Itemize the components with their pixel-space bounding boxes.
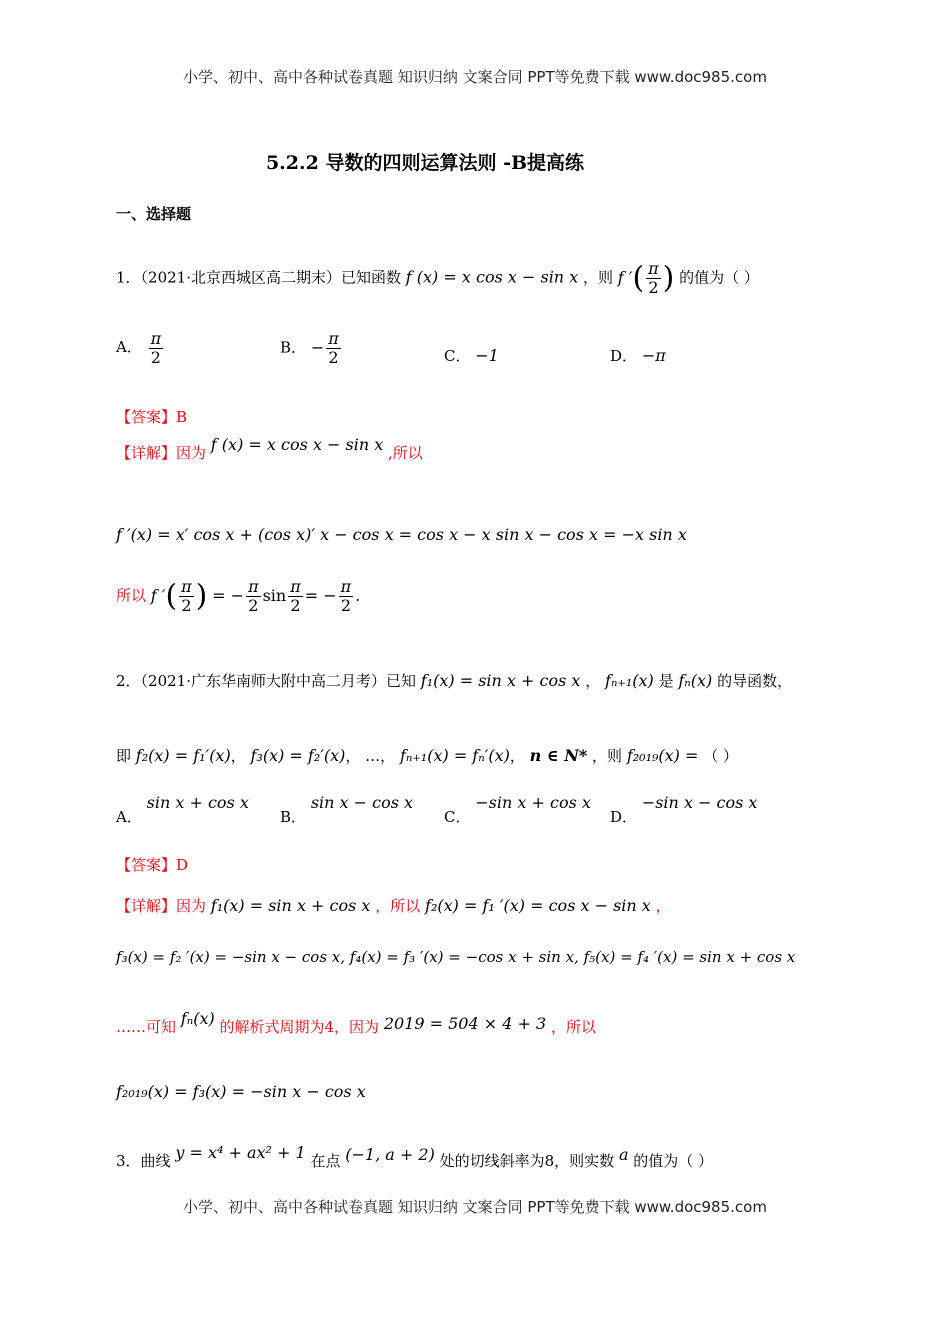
q3-prefix: 3．曲线 [116,1152,171,1170]
q2-suffix: 的导函数， [717,672,793,690]
detail-label: 【详解】因为 [116,897,207,915]
q2-part: n ∈ N* [529,746,588,765]
q1-derivative-expr: f ′( $\frac{\pi}{2}$ ) [617,259,675,297]
q1-option-d [610,345,666,366]
q2-line2-prefix: 即 [116,747,132,765]
q3-mid: 处的切线斜率为8，则实数 [439,1152,615,1170]
q1-option-c [444,345,499,366]
q2-comma: ， [585,672,601,690]
option-value-frac: $\frac{\pi}{2}$ [150,329,162,367]
q2-fn: fₙ(x) [678,671,713,690]
period-eq: 2019 = 504 × 4 + 3 [383,1014,547,1033]
period-prefix: ……可知 [116,1018,177,1036]
q1-derivative-line: f ′(x) = x′ cos x + (cos x)′ x − cos x = cos x − x sin x − cos x = −x sin x [116,525,687,544]
section-heading: 一、选择题 [116,205,192,223]
q2-option-b [280,792,414,826]
q2-period [116,1009,596,1037]
q2-part: fₙ₊₁(x) = fₙ′(x) [399,746,510,765]
q2-part: … [365,747,381,765]
option-value-frac: − $\frac{\pi}{2}$ [310,329,339,367]
q1-option-b [280,330,343,366]
q2-is: 是 [658,672,674,690]
detail-label: 【详解】因为 [116,444,207,462]
q1-function: f (x) = x cos x − sin x [405,267,579,287]
option-label: B． [280,338,307,357]
option-value: sin x + cos x [146,793,249,812]
detail-f2: f₂(x) = f₁ ′(x) = cos x − sin x [425,896,651,915]
detail-suffix: ,所以 [388,444,423,462]
detail-end: ， [655,897,671,915]
q1-option-a [116,330,165,366]
option-label: A． [116,338,142,357]
period-mid: 的解析式周期为4，因为 [219,1018,380,1036]
detail-f1: f₁(x) = sin x + cos x [210,896,371,915]
option-label: C． [444,808,471,826]
q1-answer: 【答案】B [116,408,188,426]
q2-paren: （ ） [703,747,738,765]
q2-target: f₂₀₁₉(x) = [626,746,699,765]
q3-var: a [618,1145,629,1164]
q2-part: f₂(x) = f₁′(x) [135,746,231,765]
option-value: −1 [475,346,499,365]
q2-detail [116,895,671,916]
q2-f1: f₁(x) = sin x + cos x [420,671,581,690]
q2-part: f₃(x) = f₂′(x) [250,746,346,765]
q3-curve: y = x⁴ + ax² + 1 [175,1143,306,1162]
option-label: A． [116,808,142,826]
question-2 [116,670,792,691]
q3-at: 在点 [310,1152,341,1170]
q1-mid: ，则 [583,268,614,287]
q3-suffix: 的值为（ ） [633,1152,714,1170]
q3-point: (−1, a + 2) [345,1145,435,1164]
option-value: −sin x + cos x [475,793,591,812]
option-value: −π [641,346,666,365]
period-fn: fₙ(x) [180,1009,215,1028]
q2-option-d [610,792,758,826]
question-1 [116,260,759,296]
detail-so: ，所以 [375,897,421,915]
option-label: B． [280,808,307,826]
q2-option-a [116,792,249,826]
q1-result [116,578,360,614]
q2-prefix: 2．（2021·广东华南师大附中高二月考）已知 [116,672,416,690]
q2-chain: f₃(x) = f₂ ′(x) = −sin x − cos x, f₄(x) = f₃ ′(x) = −cos x + sin x, f₅(x) = f₄ ′(x) = sin x + cos x [116,948,796,966]
header-banner: 小学、初中、高中各种试卷真题 知识归纳 文案合同 PPT等免费下载 www.doc985.com [183,68,767,86]
option-value: −sin x − cos x [641,793,758,812]
q2-line2: 即 f₂(x) = f₁′(x)， f₃(x) = f₂′(x)， …， fₙ₊₁(x) = fₙ′(x)， n ∈ N* ，则 f₂₀₁₉(x) = （ ） [116,746,738,765]
option-label: C． [444,347,471,365]
option-value: sin x − cos x [310,793,414,812]
footer-banner: 小学、初中、高中各种试卷真题 知识归纳 文案合同 PPT等免费下载 www.doc985.com [183,1198,767,1216]
q1-detail [116,435,423,463]
detail-function: f (x) = x cos x − sin x [210,435,384,454]
result-lhs: f ′( $\frac{\pi}{2}$ ) [150,577,208,615]
q2-answer: 【答案】D [116,856,189,874]
q2-then: ，则 [592,747,623,765]
result-rhs: = − $\frac{\pi}{2}$ sin $\frac{\pi}{2}$ = − $\frac{\pi}{2}$ . [212,577,361,615]
period-suffix: ，所以 [550,1018,596,1036]
q2-final: f₂₀₁₉(x) = f₃(x) = −sin x − cos x [116,1082,366,1101]
q1-suffix: 的值为（ ） [679,268,759,287]
option-label: D． [610,347,638,365]
q2-fn1: fₙ₊₁(x) [605,671,654,690]
page-title: 5.2.2 导数的四则运算法则 -B提高练 [265,152,585,174]
q2-option-c [444,792,591,826]
result-prefix: 所以 [116,586,147,605]
q1-prefix: 1．（2021·北京西城区高二期末）已知函数 [116,268,401,287]
question-3 [116,1143,714,1171]
option-label: D． [610,808,638,826]
